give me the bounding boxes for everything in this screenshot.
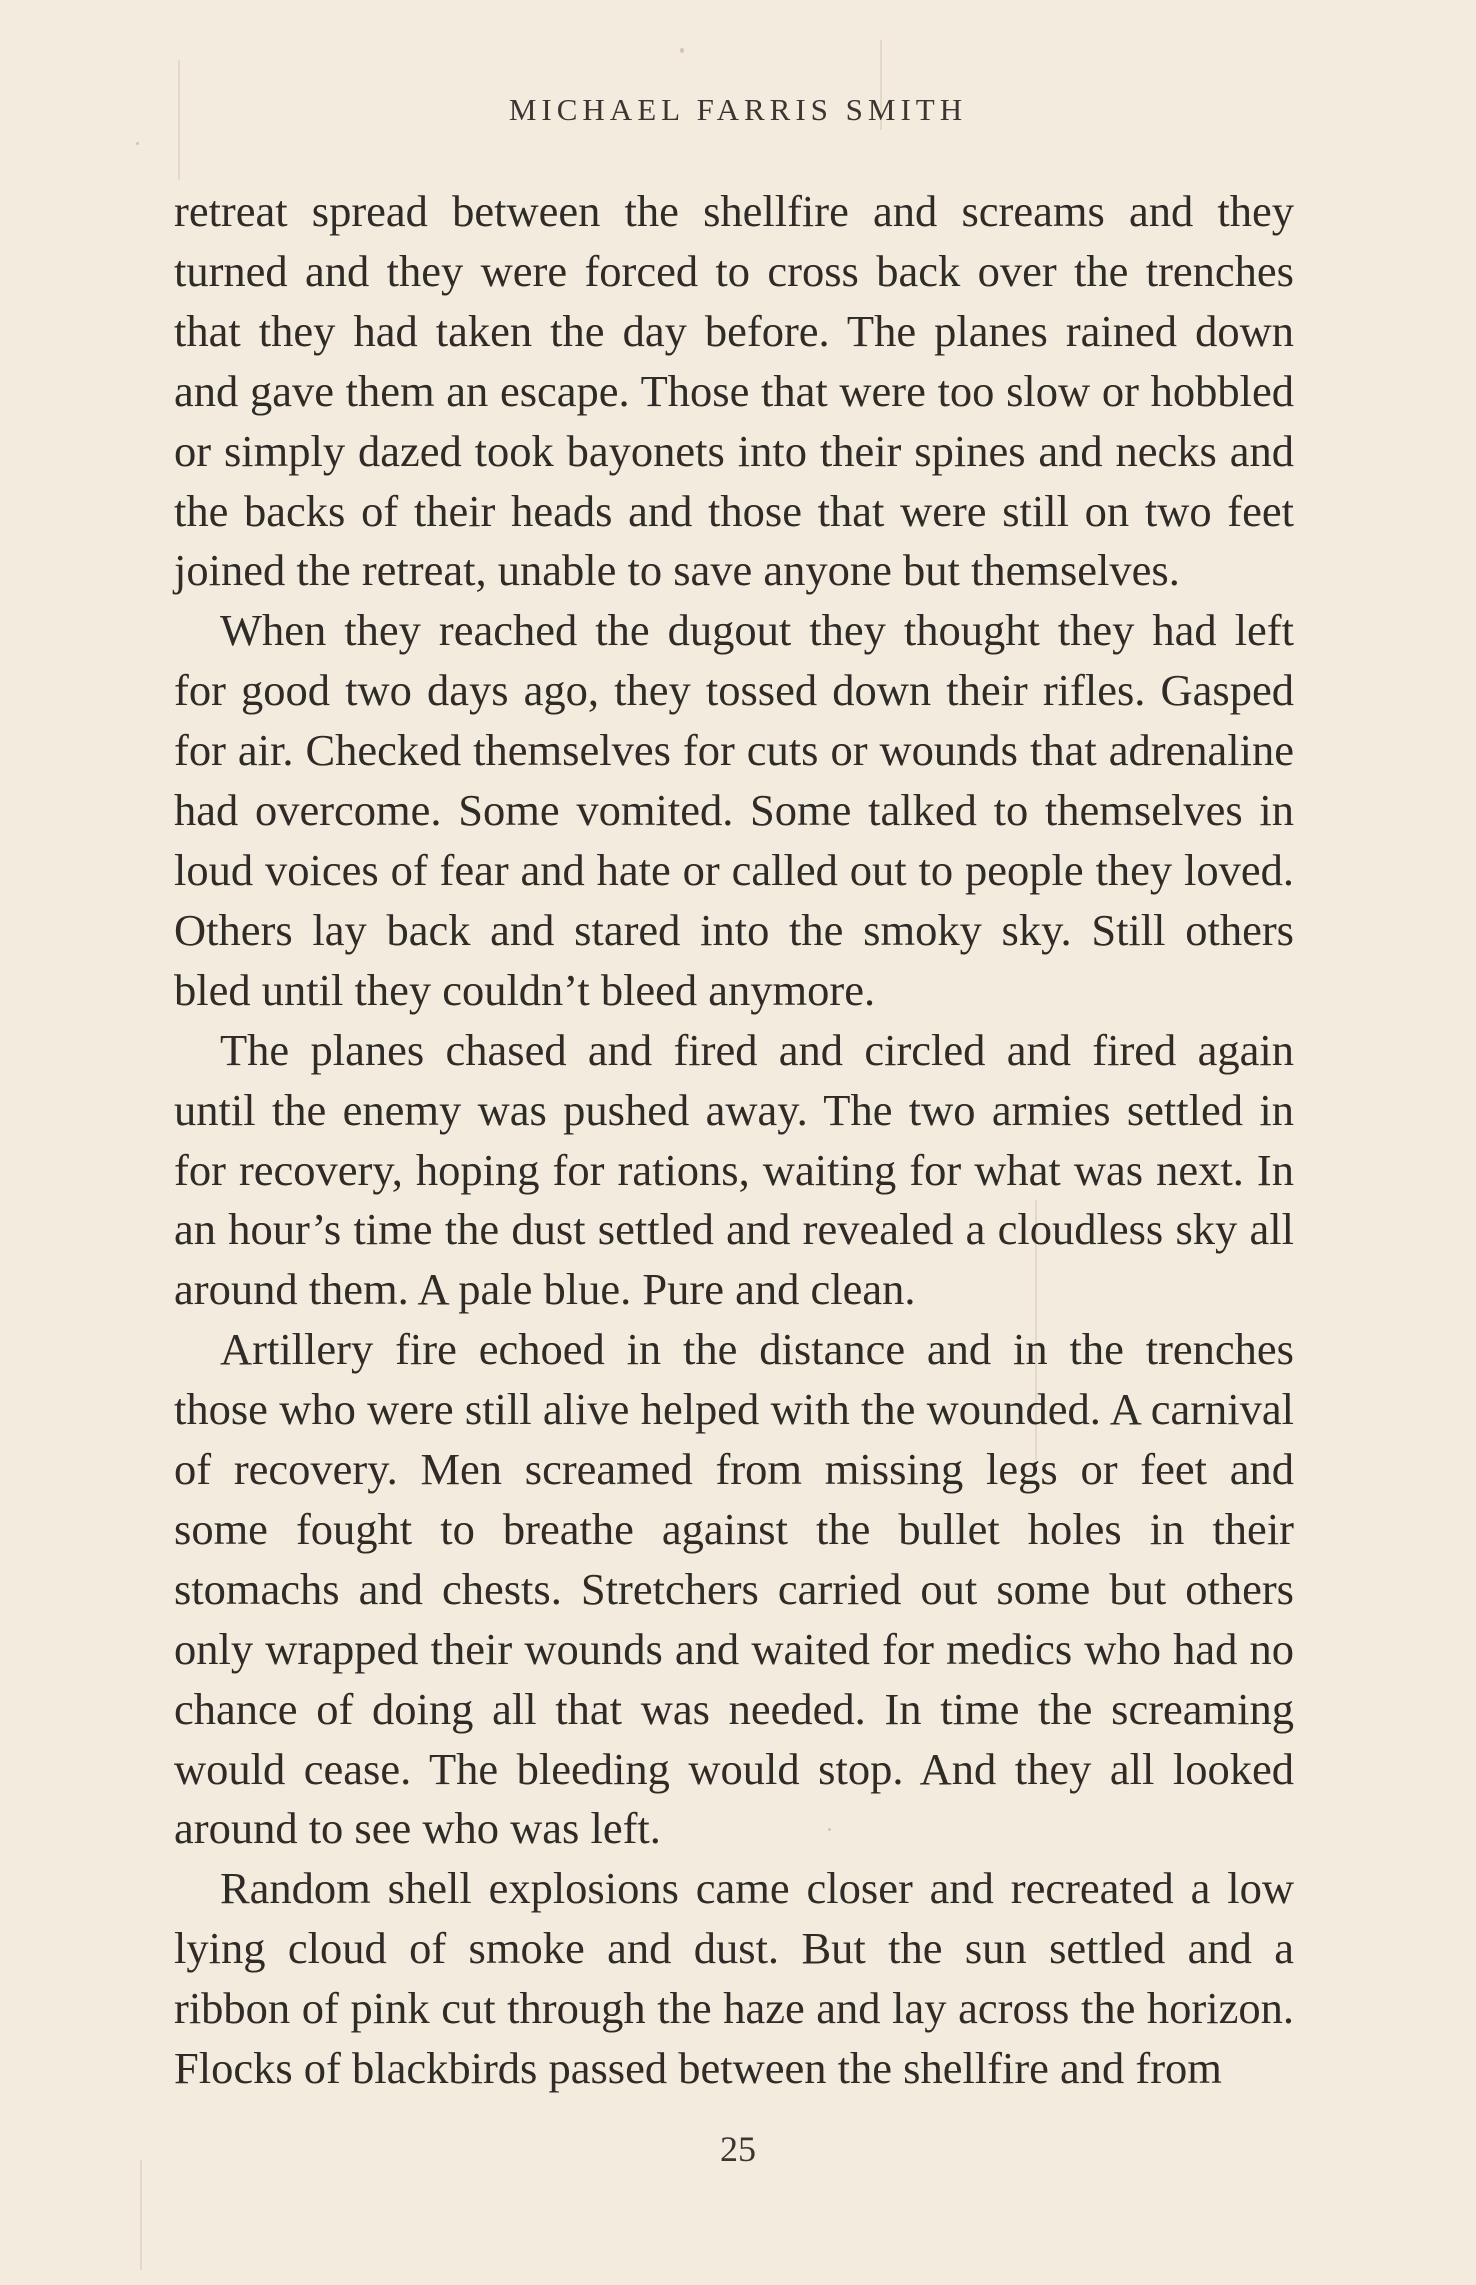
page-number: 25	[720, 2129, 756, 2169]
paper-fiber	[140, 2160, 142, 2270]
running-head: MICHAEL FARRIS SMITH	[508, 92, 968, 127]
paragraph-1: retreat spread between the shellfire and screams and they turned and they were forced to cross back over the trenches that they had taken the day before. The planes rained down and gave them an escape. Those that were too slow or hobbled or simply dazed took bayonets into their spines and necks and the backs of their heads and those that were still on two feet joined the retreat, unable to save anyone but themselves.	[174, 186, 1294, 596]
body-text	[174, 182, 1294, 2099]
paragraph-2: When they reached the dugout they thought they had left for good two days ago, they tossed down their rifles. Gasped for air. Checked themselves for cuts or wounds that adrenaline had overcome. Some vomited. Some talked to themselves in loud voices of fear and hate or called out to people they loved. Others lay back and stared into the smoky sky. Still others bled until they couldn’t bleed anymore.	[174, 605, 1294, 1015]
paragraph-3: The planes chased and fired and circled and fired again until the enemy was pushed away. The two armies settled in for recovery, hoping for rations, waiting for what was next. In an hour’s time the dust settled and revealed a cloudless sky all around them. A pale blue. Pure and clean.	[174, 1024, 1294, 1315]
paragraph-5: Random shell explosions came closer and recreated a low lying cloud of smoke and dust. But the sun settled and a ribbon of pink cut through the haze and lay across the horizon. Flocks of blackbirds passed between the shellfire and from	[174, 1863, 1294, 2094]
paragraph-4: Artillery fire echoed in the distance and in the trenches those who were still alive helped with the wounded. A carnival of recovery. Men screamed from missing legs or feet and some fought to breathe against the bullet holes in their stomachs and chests. Stretchers carried out some but others only wrapped their wounds and waited for medics who had no chance of doing all that was needed. In time the screaming would cease. The bleeding would stop. And they all looked around to see who was left.	[174, 1324, 1294, 1854]
paper-speck	[136, 142, 139, 145]
paper-speck	[680, 48, 684, 53]
